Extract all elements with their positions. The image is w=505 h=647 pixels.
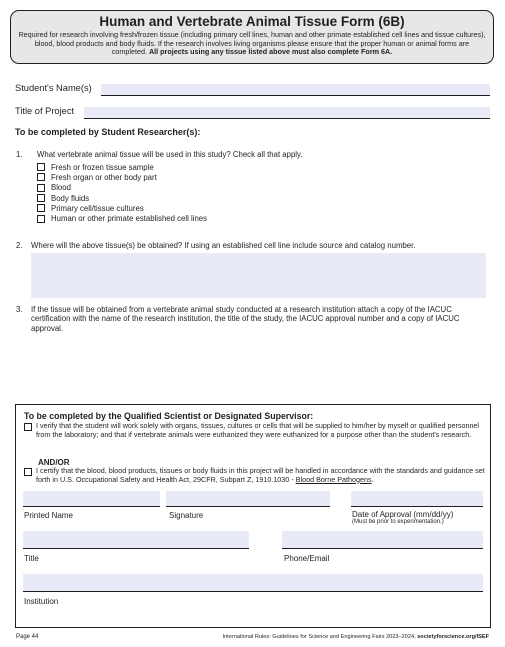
students-name-label: Student's Name(s) (15, 83, 92, 93)
approval-date-label: Date of Approval (mm/dd/yy) (Must be prior to experimentation.) (352, 510, 454, 525)
approval-date-note: (Must be prior to experimentation.) (352, 519, 444, 525)
phone-email-label: Phone/Email (284, 554, 330, 563)
question-2-answer[interactable] (31, 253, 486, 298)
project-title-row (15, 106, 74, 116)
tissue-checklist (37, 162, 207, 224)
supervisor-statement-1: I verify that the student will work solely with organs, tissues, cultures or cells that will be supplied to him/her by myself or qualified personnel from the laboratory; and that if vertebrate animals were euthanized they were euthanized for a purpose other than the student's research. (24, 422, 486, 440)
question-1-number: 1. (16, 150, 23, 159)
footer-text: International Rules: Guidelines for Science and Engineering Fairs 2023–2024, societyforscience.org/ISEF (222, 634, 489, 640)
tissue-option[interactable]: Primary cell/tissue cultures (37, 203, 207, 213)
tissue-option[interactable]: Fresh organ or other body part (37, 172, 207, 182)
printed-name-label: Printed Name (24, 511, 73, 520)
checkbox[interactable] (37, 194, 45, 202)
title-label: Title (24, 554, 39, 563)
checkbox[interactable] (37, 173, 45, 181)
signature-label: Signature (169, 511, 204, 520)
approval-date-input[interactable] (351, 491, 483, 507)
footer-site-link[interactable]: societyforscience.org/ISEF (417, 634, 489, 640)
printed-name-input[interactable] (23, 491, 160, 507)
project-title-input[interactable] (84, 107, 490, 119)
students-name-input[interactable] (101, 84, 490, 96)
checkbox[interactable] (37, 163, 45, 171)
blood-borne-pathogens-link[interactable]: Blood Borne Pathogens (295, 474, 372, 484)
checkbox[interactable] (24, 423, 32, 431)
signature-input[interactable] (166, 491, 330, 507)
page-number: Page 44 (16, 634, 39, 640)
project-title-label: Title of Project (15, 106, 75, 116)
student-section-heading: To be completed by Student Researcher(s): (15, 127, 201, 137)
supervisor-section (15, 404, 491, 628)
students-name-row (15, 83, 92, 93)
form-header (10, 10, 494, 64)
institution-label: Institution (24, 597, 59, 606)
checkbox[interactable] (37, 215, 45, 223)
checkbox[interactable] (24, 468, 32, 476)
question-2-number: 2. (16, 241, 23, 250)
tissue-option[interactable]: Fresh or frozen tissue sample (37, 162, 207, 172)
institution-input[interactable] (23, 574, 483, 592)
and-or-label: AND/OR (38, 458, 70, 467)
form-description: Required for research involving fresh/frozen tissue (including primary cell lines, human and other primate established cell lines and tissue cultures), blood, blood products and body fluids. If the research involves living organisms please ensure that the proper human or animal forms are completed. All projects using any tissue listed above must also complete Form 6A. (18, 30, 486, 57)
tissue-option[interactable]: Body fluids (37, 193, 207, 203)
checkbox[interactable] (37, 184, 45, 192)
question-3-text: If the tissue will be obtained from a vertebrate animal study conducted at a research institution attach a copy of the IACUC certification with the name of the research institution, the title of the study, the IACUC approval number and a copy of IACUC approval. (31, 305, 460, 333)
supervisor-statement-2: I certify that the blood, blood products, tissues or body fluids in this project will be handled in accordance with the standards and guidance set forth in U.S. Occupational Safety and Health Act, 29CFR, Subpart Z, 1910.1030 - Blood Borne Pathogens. (24, 467, 486, 485)
supervisor-heading: To be completed by the Qualified Scientist or Designated Supervisor: (24, 411, 314, 421)
phone-email-input[interactable] (282, 531, 483, 549)
question-3-number: 3. (16, 305, 23, 314)
tissue-option[interactable]: Blood (37, 183, 207, 193)
question-1-text: What vertebrate animal tissue will be used in this study? Check all that apply. (37, 150, 303, 159)
form-title: Human and Vertebrate Animal Tissue Form (6B) (99, 14, 405, 29)
checkbox[interactable] (37, 204, 45, 212)
question-2-text: Where will the above tissue(s) be obtained? If using an established cell line include source and catalog number. (31, 241, 416, 250)
tissue-option[interactable]: Human or other primate established cell lines (37, 213, 207, 223)
title-input[interactable] (23, 531, 249, 549)
